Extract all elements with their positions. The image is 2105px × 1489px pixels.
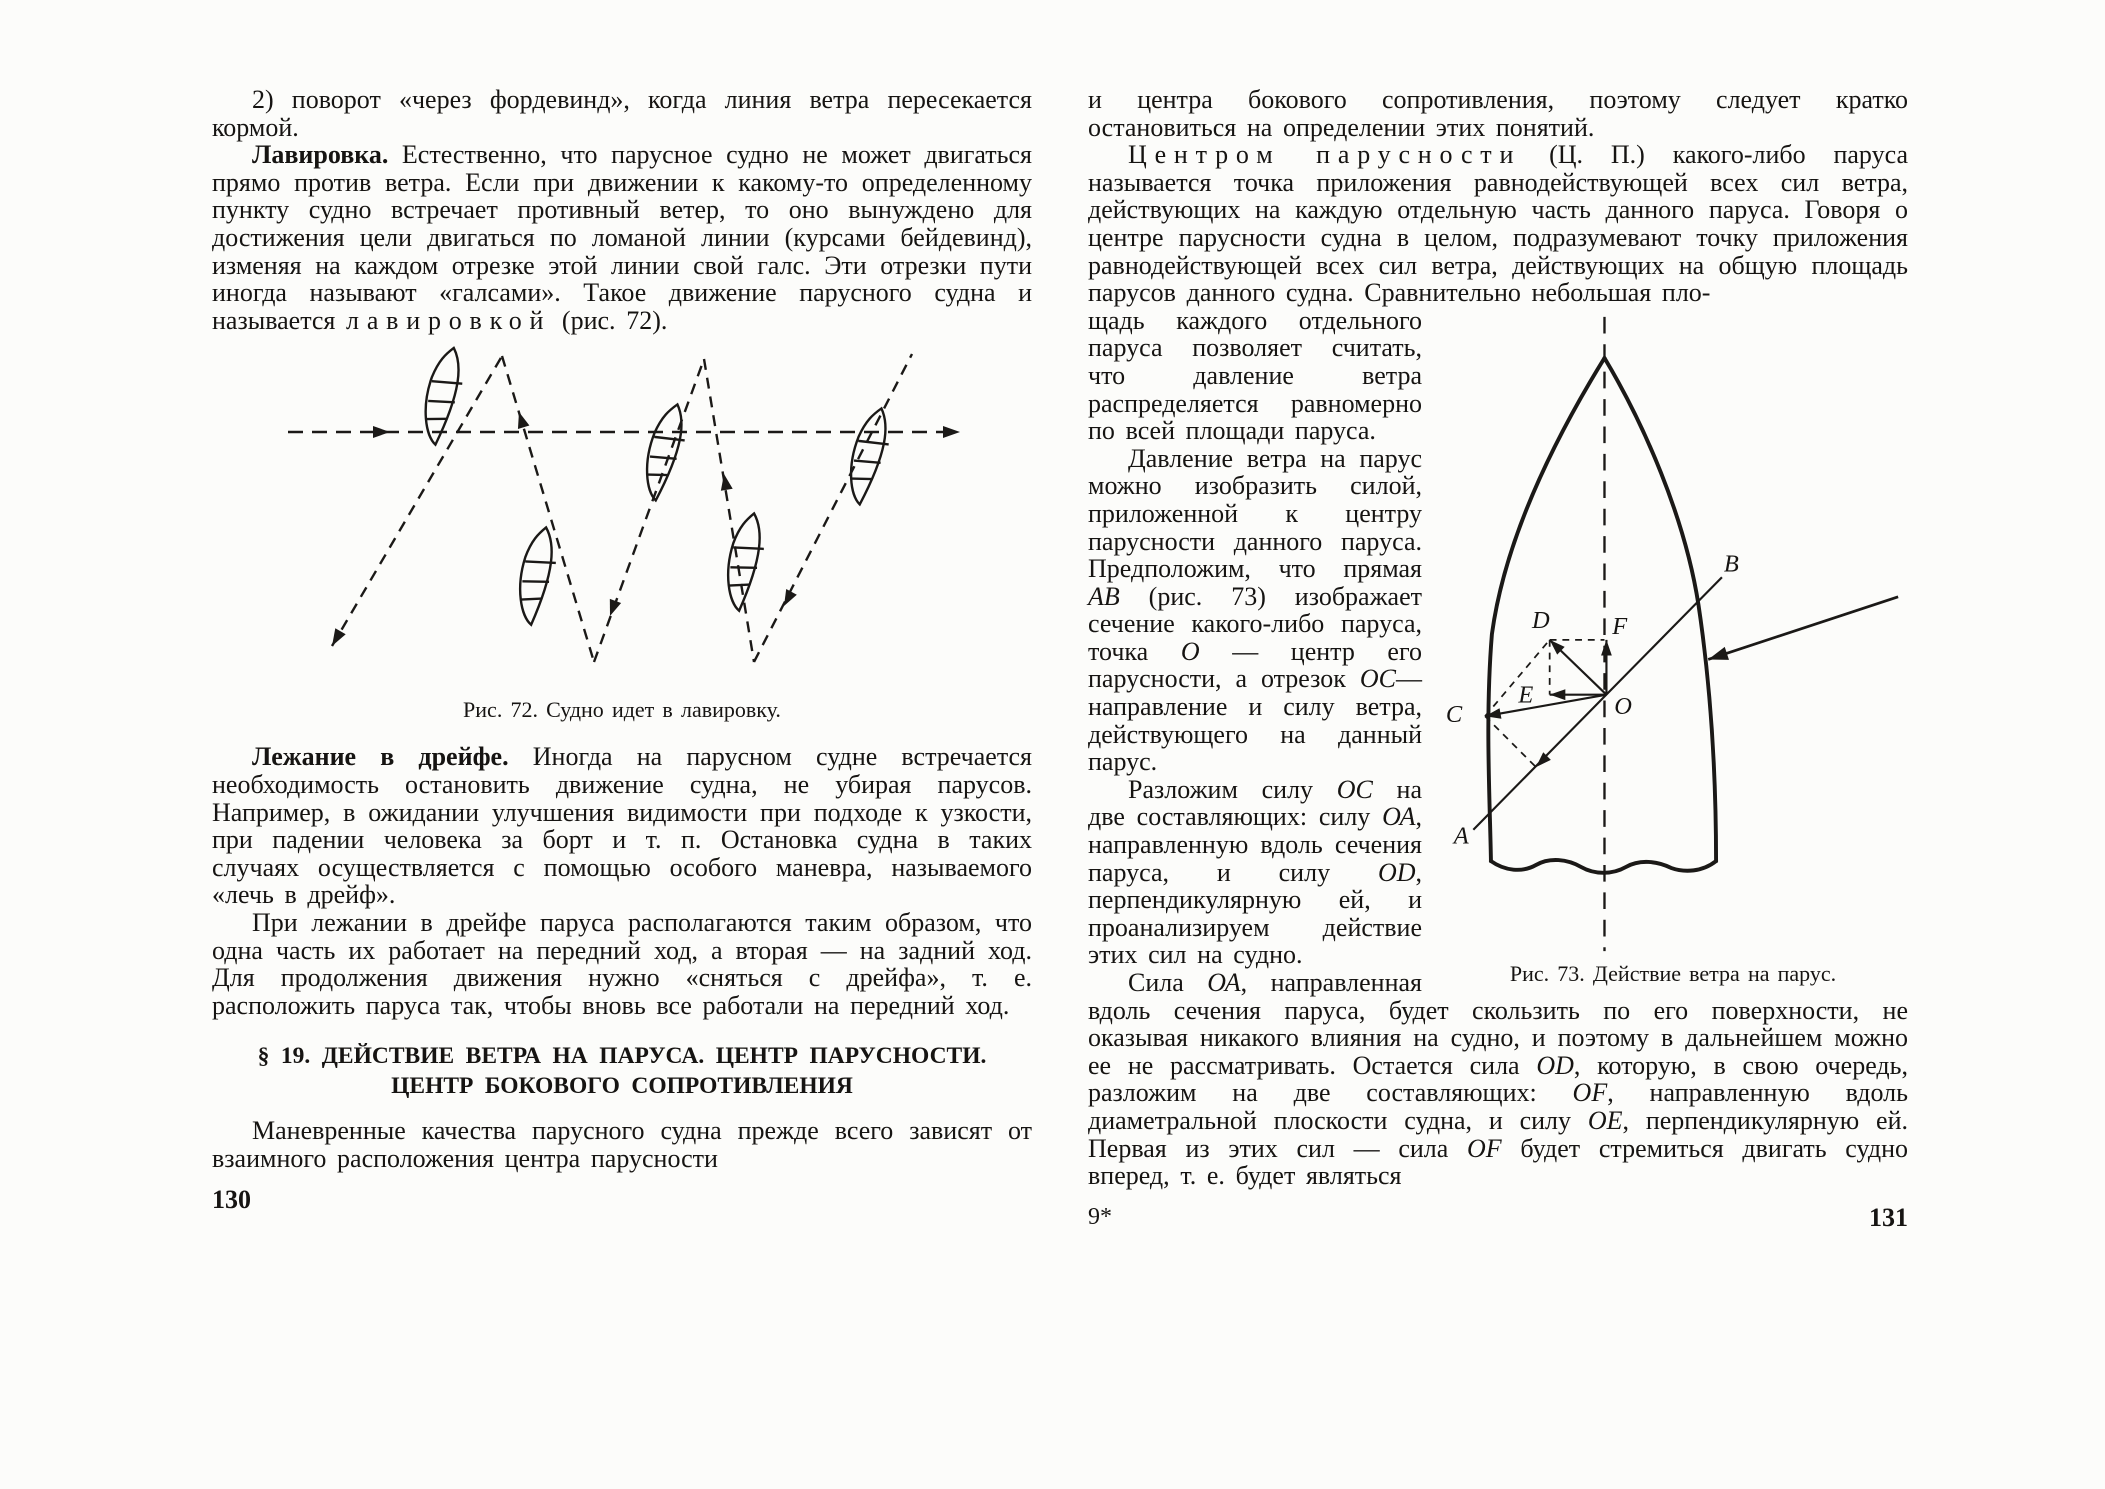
- text-segment: Центром парусности: [1128, 140, 1522, 170]
- text-segment: АВ: [1088, 581, 1120, 611]
- section-heading: [212, 1041, 1032, 1101]
- text-segment: , перпендикулярную ей. Первая из этих сил — сила: [1088, 1105, 1908, 1163]
- text-segment: на две составляющих: силу: [1088, 774, 1422, 832]
- figure73-label-a: A: [1453, 822, 1469, 850]
- tack-path: [327, 354, 912, 662]
- paragraph: и центра бокового сопротивления, поэтому следует кратко остановиться на определении этих понятий.: [1088, 85, 1908, 142]
- text-segment: , перпендикулярную ей, и проанализируем действие этих сил на судно.: [1088, 857, 1422, 970]
- paragraph: [212, 141, 1032, 334]
- section-heading-line1: § 19. ДЕЙСТВИЕ ВЕТРА НА ПАРУСА. ЦЕНТР ПАРУСНОСТИ.: [257, 1043, 987, 1070]
- text-segment: (рис. 72).: [551, 305, 668, 335]
- footer-line: [1088, 1204, 1908, 1232]
- sailboat-icon: [718, 511, 772, 614]
- wind-arrow: [1706, 597, 1898, 666]
- force-vector-od: [1546, 636, 1607, 695]
- text-segment: будет стремиться двигать судно вперед, т. е. будет являться: [1088, 1133, 1908, 1191]
- figure-73: [1438, 311, 1908, 987]
- paragraph: [1088, 969, 1908, 1190]
- text-segment: Давление ветра на парус можно изобразить силой, приложенной к центру парусности данного паруса. Предположим, что прямая: [1088, 443, 1422, 584]
- force-vector-oc: [1484, 694, 1606, 721]
- figure-73-caption: Рис. 73. Действие ветра на парус.: [1509, 960, 1837, 986]
- text-segment: OD: [1536, 1050, 1574, 1080]
- text-segment: ОЕ: [1587, 1105, 1623, 1135]
- text-segment: , направленная вдоль сечения паруса, будет скользить по его поверхности, не оказывая никакого влияния на судно, и поэтому в дальнейшем можно ее не рассматривать. Остается сила: [1088, 968, 1908, 1080]
- paragraph: При лежании в дрейфе паруса располагаются таким образом, что одна часть их работает на передний ход, а вторая — на задний ход. Для продолжения движения нужно «сняться с дрейфа», т. е. расположить паруса так, чтобы вновь все работали на передний ход.: [212, 907, 1032, 1020]
- figure-72-image: [272, 344, 972, 679]
- text-segment: OD: [1377, 857, 1416, 887]
- text-segment: Естественно, что парусное судно не может двигаться прямо против ветра. Если при движении к какому-то определенному пункту судно встречает противный ветер, то оно вынуждено для достижения цели двигаться по ломаной линии (курсами бейдевинд), изменяя на каждом отрезке этой линии свой галс. Эти отрезки пути иногда называют «галсами». Такое движение парусного судна и называется: [212, 140, 1032, 335]
- text-segment: (Ц. П.) какого-либо паруса называется точка приложения равнодействующей всех сил ветра, действующих на каждую отдельную часть данного паруса. Говоря о центре парусности судна в целом, подразумевают точку приложения равнодействующей всех сил ветра, действующих на общую площадь парусов данного судна. Сравнительно небольшая пло-: [1088, 140, 1908, 308]
- text-segment: Сила: [1128, 968, 1208, 997]
- text-segment: Лежание в дрейфе.: [252, 742, 509, 772]
- text-segment: — направление и силу ветра, действующего на данный парус.: [1088, 664, 1422, 777]
- paragraph: [1088, 141, 1908, 307]
- construction-dashes: [1485, 640, 1604, 767]
- text-segment: OF: [1572, 1078, 1608, 1108]
- figure-73-image: [1438, 311, 1908, 957]
- figure73-label-b: B: [1723, 550, 1739, 578]
- force-vector-of: [1601, 640, 1612, 695]
- figure73-label-o: O: [1614, 693, 1632, 721]
- figure73-label-e: E: [1518, 681, 1534, 709]
- text-segment: Иногда на парусном судне встречается необходимость остановить движение судна, не убирая парусов. Например, в ожидании улучшения видимости при подходе к узкости, при падении человека за борт и т. п. Остановка судна в таких случаях осуществляется с помощью особого маневра, называемого «лечь в дрейф».: [212, 742, 1032, 910]
- sail-section-line: [1473, 577, 1722, 830]
- force-vector-oe: [1550, 689, 1607, 700]
- figure73-label-c: C: [1445, 700, 1463, 728]
- paragraph: щадь каждого отдельного паруса позволяет считать, что давление ветра распределяется равномерно по всей площади паруса.: [1088, 305, 1422, 446]
- page-number-right: 131: [1869, 1202, 1908, 1232]
- text-segment: (рис. 73) изображает сечение какого-либо паруса, точка: [1088, 581, 1422, 666]
- figure-72: [272, 344, 972, 723]
- sailboat-icon: [510, 525, 564, 628]
- text-segment: О: [1180, 636, 1200, 666]
- text-segment: , направленную вдоль диаметральной плоскости судна, и силу: [1088, 1078, 1908, 1135]
- text-segment: ОС: [1359, 664, 1396, 694]
- left-page: [212, 86, 1032, 1214]
- figure73-label-d: D: [1532, 606, 1550, 634]
- text-segment: Лавировка.: [252, 140, 389, 170]
- text-segment: Разложим силу: [1128, 774, 1337, 804]
- text-segment: лавировкой: [346, 305, 552, 335]
- figure73-label-f: F: [1612, 612, 1628, 640]
- paragraph: Маневренные качества парусного судна прежде всего зависят от взаимного расположения центра парусности: [212, 1116, 1032, 1173]
- right-page: [1088, 86, 1908, 1231]
- page-number-left: 130: [212, 1185, 251, 1215]
- text-segment: OF: [1467, 1133, 1502, 1163]
- text-segment: ОС: [1336, 774, 1373, 804]
- signature-mark: 9*: [1088, 1203, 1112, 1230]
- paragraph: [212, 743, 1032, 909]
- figure-72-caption: Рис. 72. Судно идет в лавировку.: [463, 697, 781, 723]
- section-heading-line2: ЦЕНТР БОКОВОГО СОПРОТИВЛЕНИЯ: [391, 1073, 853, 1100]
- text-segment: , направленную вдоль сечения паруса, и силу: [1088, 802, 1422, 887]
- hull-outline: [1488, 358, 1716, 873]
- sailboat-icon: [839, 405, 899, 508]
- text-segment: , которую, в свою очередь, разложим на две составляющих:: [1088, 1050, 1909, 1108]
- text-segment: ОА: [1207, 968, 1241, 997]
- paragraph: 2) поворот «через фордевинд», когда линия ветра пересекается кормой.: [212, 85, 1032, 142]
- text-segment: — центр его парусности, а отрезок: [1088, 636, 1422, 694]
- sailboat-icon: [635, 401, 695, 504]
- text-segment: ОА: [1382, 802, 1416, 832]
